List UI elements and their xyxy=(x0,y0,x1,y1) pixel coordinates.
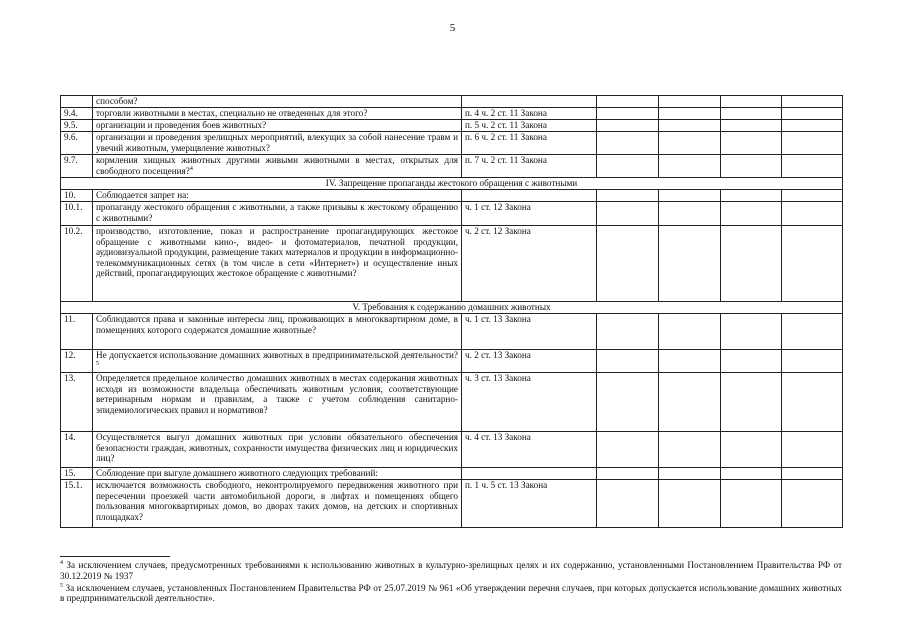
requirement-text: способом? xyxy=(96,96,138,106)
item-number: 10.1. xyxy=(61,202,93,226)
footnotes xyxy=(60,560,842,605)
answer-cell xyxy=(782,96,843,108)
answer-cell xyxy=(659,226,721,302)
requirement-cell xyxy=(93,108,462,120)
inspection-checklist-table xyxy=(60,95,843,528)
answer-cell xyxy=(659,155,721,178)
answer-cell xyxy=(721,120,782,132)
answer-cell xyxy=(659,190,721,202)
requirement-text: Осуществляется выгул домашних животных при условии обязательного обеспечения безопасности граждан, животных, сохранности имущества физических лиц и юридических лиц? xyxy=(96,432,458,464)
section-row xyxy=(61,302,843,314)
table-row xyxy=(61,202,843,226)
answer-cell xyxy=(597,155,659,178)
answer-cell xyxy=(782,350,843,373)
requirement-cell xyxy=(93,350,462,373)
answer-cell xyxy=(721,190,782,202)
table-row xyxy=(61,108,843,120)
answer-cell xyxy=(721,314,782,350)
answer-cell xyxy=(782,314,843,350)
legal-reference: п. 4 ч. 2 ст. 11 Закона xyxy=(462,108,597,120)
footnote-reference: 5 xyxy=(96,360,99,367)
requirement-text: Соблюдаются права и законные интересы лиц, проживающих в многоквартирном доме, в помещениях которого содержатся домашние животные? xyxy=(96,314,458,335)
answer-cell xyxy=(597,314,659,350)
answer-cell xyxy=(597,108,659,120)
requirement-text: организации и проведения боев животных? xyxy=(96,120,267,130)
requirement-cell xyxy=(93,96,462,108)
item-number xyxy=(61,96,93,108)
section-heading: IV. Запрещение пропаганды жестокого обращения с животными xyxy=(61,178,843,190)
answer-cell xyxy=(597,350,659,373)
item-number: 15.1. xyxy=(61,480,93,528)
answer-cell xyxy=(782,468,843,480)
legal-reference: ч. 3 ст. 13 Закона xyxy=(462,373,597,432)
footnote-4 xyxy=(60,560,842,582)
footnote-5 xyxy=(60,583,842,605)
answer-cell xyxy=(659,480,721,528)
answer-cell xyxy=(721,96,782,108)
answer-cell xyxy=(721,468,782,480)
answer-cell xyxy=(721,202,782,226)
answer-cell xyxy=(597,480,659,528)
section-heading: V. Требования к содержанию домашних животных xyxy=(61,302,843,314)
table-row xyxy=(61,226,843,302)
answer-cell xyxy=(721,373,782,432)
requirement-cell xyxy=(93,480,462,528)
table-row xyxy=(61,373,843,432)
item-number: 9.4. xyxy=(61,108,93,120)
answer-cell xyxy=(721,350,782,373)
answer-cell xyxy=(597,226,659,302)
table-row xyxy=(61,120,843,132)
answer-cell xyxy=(721,132,782,155)
footnote-separator xyxy=(60,556,170,557)
answer-cell xyxy=(721,432,782,468)
item-number: 14. xyxy=(61,432,93,468)
item-number: 13. xyxy=(61,373,93,432)
answer-cell xyxy=(659,132,721,155)
table-row xyxy=(61,96,843,108)
legal-reference: п. 1 ч. 5 ст. 13 Закона xyxy=(462,480,597,528)
requirement-text: Соблюдение при выгуле домашнего животного следующих требований: xyxy=(96,468,378,478)
answer-cell xyxy=(597,132,659,155)
answer-cell xyxy=(659,96,721,108)
legal-reference: ч. 4 ст. 13 Закона xyxy=(462,432,597,468)
requirement-cell xyxy=(93,226,462,302)
legal-reference: ч. 1 ст. 12 Закона xyxy=(462,202,597,226)
item-number: 12. xyxy=(61,350,93,373)
item-number: 9.6. xyxy=(61,132,93,155)
item-number: 10. xyxy=(61,190,93,202)
answer-cell xyxy=(597,373,659,432)
requirement-text: Соблюдается запрет на: xyxy=(96,190,189,200)
legal-reference: ч. 1 ст. 13 Закона xyxy=(462,314,597,350)
answer-cell xyxy=(659,108,721,120)
answer-cell xyxy=(659,350,721,373)
answer-cell xyxy=(597,432,659,468)
table-row xyxy=(61,314,843,350)
answer-cell xyxy=(782,432,843,468)
requirement-cell xyxy=(93,314,462,350)
requirement-text: исключается возможность свободного, неконтролируемого передвижения животного при пересечении проезжей части автомобильной дороги, в лифтах и помещениях общего пользования многоквартирных домов, во дворах таких домов, на детских и спортивных площадках? xyxy=(96,480,458,522)
requirement-cell xyxy=(93,190,462,202)
requirement-cell xyxy=(93,432,462,468)
requirement-text: организации и проведения зрелищных мероприятий, влекущих за собой нанесение травм и увечий животным, умерщвление животных? xyxy=(96,132,458,153)
answer-cell xyxy=(659,314,721,350)
table-row xyxy=(61,468,843,480)
requirement-text: пропаганду жестокого обращения с животными, а также призывы к жестокому обращению с животными? xyxy=(96,202,458,223)
legal-reference xyxy=(462,468,597,480)
answer-cell xyxy=(659,120,721,132)
requirement-text: Определяется предельное количество домашних животных в местах содержания животных исходя из возможности владельца обеспечивать животным условия, соответствующие ветеринарным нормам и правилам, а также с учетом соблюдения санитарно-эпидемиологических правил и нормативов? xyxy=(96,373,458,415)
answer-cell xyxy=(782,190,843,202)
table-row xyxy=(61,432,843,468)
answer-cell xyxy=(721,155,782,178)
requirement-text: торговли животными в местах, специально не отведенных для этого? xyxy=(96,108,368,118)
answer-cell xyxy=(721,226,782,302)
table-row xyxy=(61,132,843,155)
answer-cell xyxy=(721,480,782,528)
answer-cell xyxy=(659,373,721,432)
answer-cell xyxy=(659,432,721,468)
answer-cell xyxy=(782,120,843,132)
legal-reference: п. 5 ч. 2 ст. 11 Закона xyxy=(462,120,597,132)
table-row xyxy=(61,350,843,373)
legal-reference xyxy=(462,190,597,202)
requirement-cell xyxy=(93,132,462,155)
table-row xyxy=(61,155,843,178)
requirement-cell xyxy=(93,373,462,432)
answer-cell xyxy=(597,468,659,480)
answer-cell xyxy=(597,96,659,108)
answer-cell xyxy=(782,202,843,226)
footnote-text: За исключением случаев, установленных Постановлением Правительства РФ от 25.07.2019 № 961 «Об утверждении перечня случаев, при которых допускается использование домашних животных в предпринимательской деятельности». xyxy=(60,582,842,604)
item-number: 15. xyxy=(61,468,93,480)
answer-cell xyxy=(782,373,843,432)
item-number: 10.2. xyxy=(61,226,93,302)
legal-reference: п. 7 ч. 2 ст. 11 Закона xyxy=(462,155,597,178)
requirement-text: кормления хищных животных другими живыми животными в местах, открытых для свободного посещения? xyxy=(96,155,458,176)
answer-cell xyxy=(782,480,843,528)
requirement-cell xyxy=(93,202,462,226)
legal-reference: п. 6 ч. 2 ст. 11 Закона xyxy=(462,132,597,155)
legal-reference: ч. 2 ст. 13 Закона xyxy=(462,350,597,373)
requirement-text: Не допускается использование домашних животных в предпринимательской деятельности? xyxy=(96,350,458,360)
answer-cell xyxy=(597,120,659,132)
page-number: 5 xyxy=(449,22,456,34)
footnote-reference: 4 xyxy=(189,165,193,172)
answer-cell xyxy=(782,226,843,302)
answer-cell xyxy=(782,155,843,178)
answer-cell xyxy=(782,108,843,120)
requirement-cell xyxy=(93,155,462,178)
answer-cell xyxy=(659,468,721,480)
footnote-text: За исключением случаев, предусмотренных требованиями к использованию животных в культурно-зрелищных целях и их содержанию, установленными Постановлением Правительства РФ от 30.12.2019 № 1937 xyxy=(60,560,842,581)
legal-reference: ч. 2 ст. 12 Закона xyxy=(462,226,597,302)
item-number: 9.7. xyxy=(61,155,93,178)
requirement-cell xyxy=(93,468,462,480)
section-row xyxy=(61,178,843,190)
answer-cell xyxy=(597,190,659,202)
requirement-cell xyxy=(93,120,462,132)
requirement-text: производство, изготовление, показ и распространение пропагандирующих жестокое обращение с животными кино-, видео- и фотоматериалов, печатной продукции, аудиовизуальной продукции, размещение таких материалов и продукции в информационно-телекоммуникационных сетях (в том числе в сети «Интернет») и осуществление иных действий, пропагандирующих жестокое обращение с животными? xyxy=(96,226,458,279)
answer-cell xyxy=(659,202,721,226)
answer-cell xyxy=(782,132,843,155)
checklist-body xyxy=(61,96,843,528)
item-number: 11. xyxy=(61,314,93,350)
legal-reference xyxy=(462,96,597,108)
table-row xyxy=(61,480,843,528)
item-number: 9.5. xyxy=(61,120,93,132)
answer-cell xyxy=(721,108,782,120)
table-row xyxy=(61,190,843,202)
footnote-mark: 4 xyxy=(60,560,63,566)
footnote-mark: 5 xyxy=(60,582,63,589)
answer-cell xyxy=(597,202,659,226)
